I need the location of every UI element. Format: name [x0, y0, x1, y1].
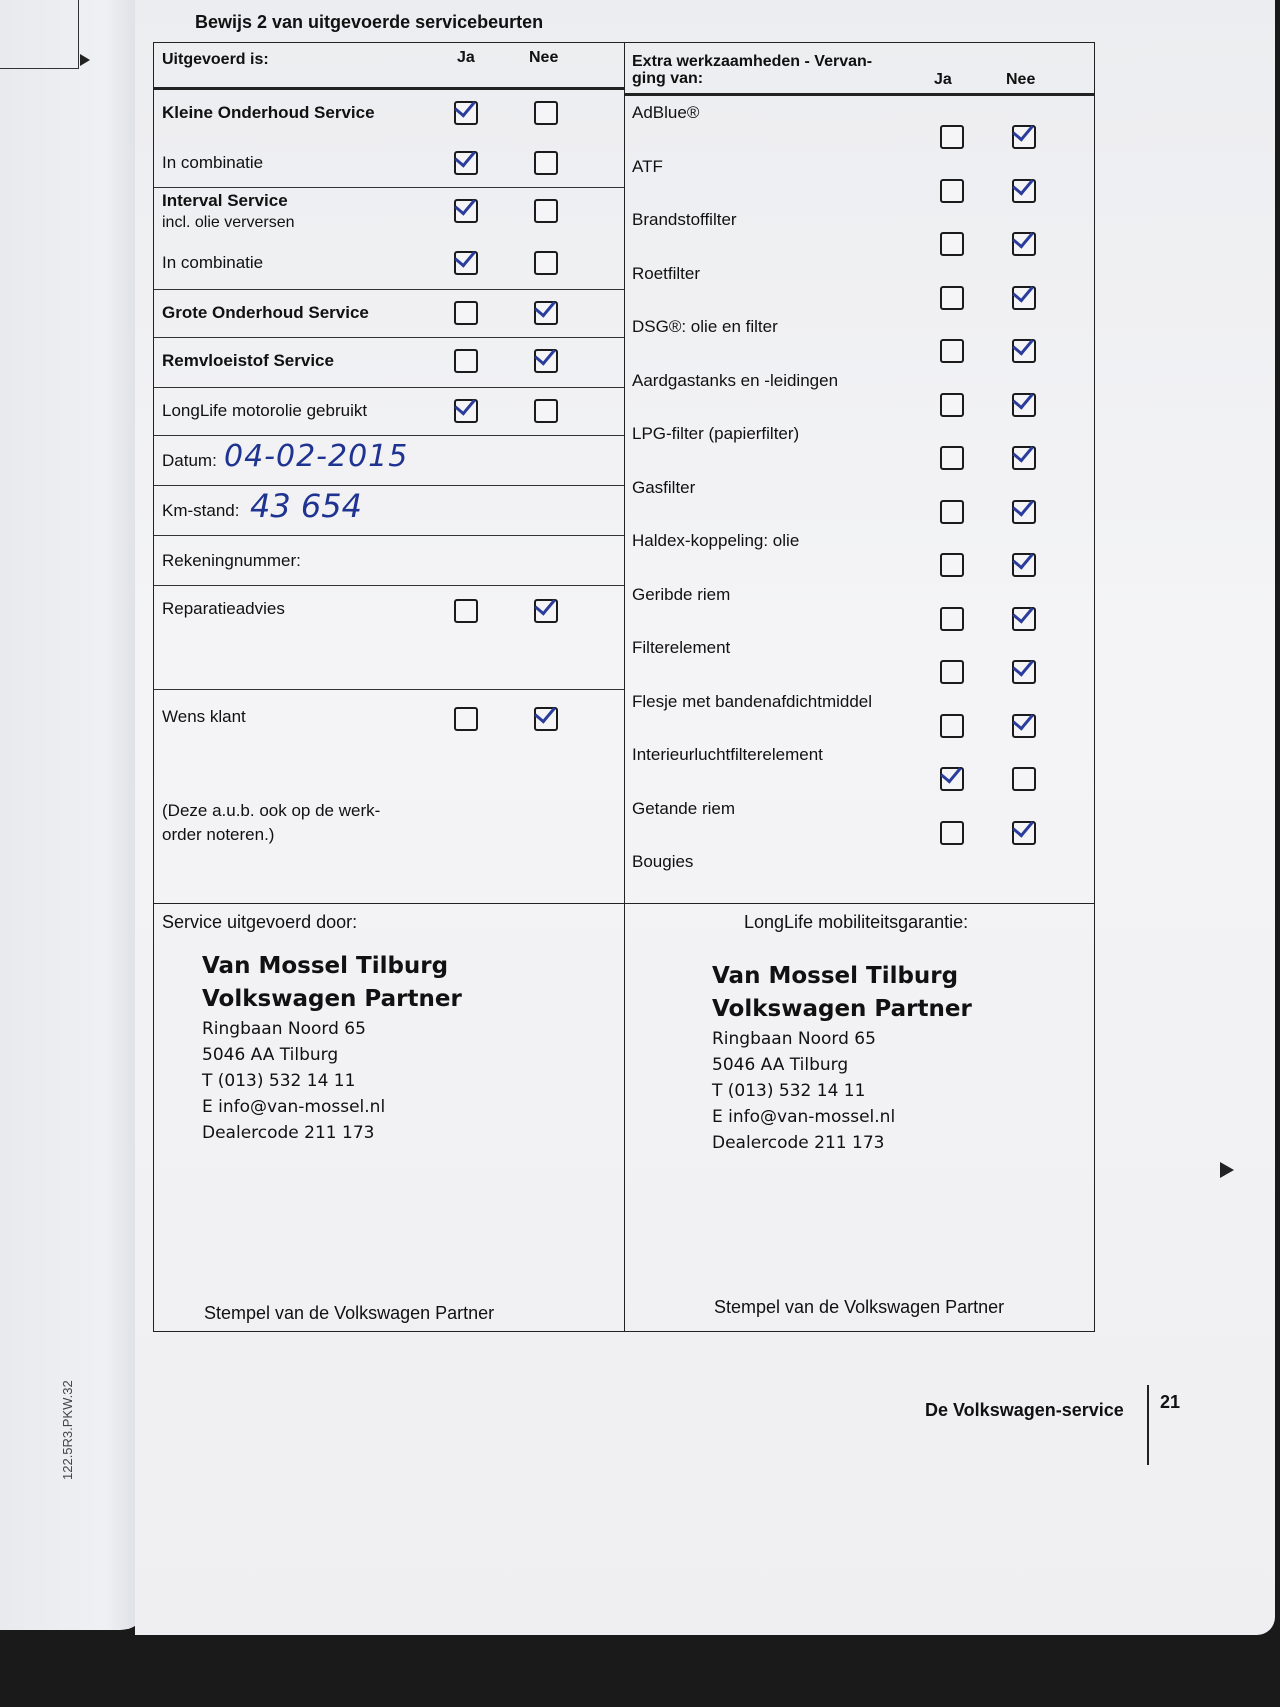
- extra-item-label: Roetfilter: [632, 263, 701, 283]
- extra-item-label: Bougies: [632, 852, 694, 871]
- left-row: [154, 89, 624, 139]
- left-row-label: LongLife motorolie gebruikt: [162, 401, 368, 420]
- right-header-line2: ging van:: [632, 70, 704, 87]
- extra-item-label: Aardgastanks en -leidingen: [632, 370, 839, 390]
- service-form: [153, 42, 1095, 1332]
- left-row-label: In combinatie: [162, 153, 264, 172]
- right-header-nee: Nee: [1006, 71, 1036, 88]
- left-row: [154, 289, 624, 338]
- reparatie-ja-checkbox[interactable]: [454, 599, 478, 623]
- extra-ja-checkbox[interactable]: [940, 553, 964, 577]
- km-label: Km-stand:: [162, 501, 240, 520]
- left-row: [154, 187, 624, 239]
- stamp-left-dealer: Dealercode 211 173: [202, 1123, 375, 1143]
- right-header-ja: Ja: [934, 71, 952, 88]
- extra-nee-checkbox[interactable]: [1012, 393, 1036, 417]
- extra-nee-checkbox[interactable]: [1012, 660, 1036, 684]
- page-divider: [1147, 1385, 1149, 1465]
- extra-item-label: Geribde riem: [632, 584, 731, 604]
- dealer-stamp-right: [712, 960, 972, 1156]
- nee-checkbox[interactable]: [534, 251, 558, 275]
- extra-item-label: Gasfilter: [632, 477, 696, 497]
- stamp-left-address1: Ringbaan Noord 65: [202, 1019, 366, 1039]
- section-footer: De Volkswagen-service: [925, 1400, 1124, 1420]
- nee-checkbox[interactable]: [534, 399, 558, 423]
- km-row: [154, 485, 624, 536]
- extra-nee-checkbox[interactable]: [1012, 767, 1036, 791]
- extra-ja-checkbox[interactable]: [940, 821, 964, 845]
- extra-item-label: Filterelement: [632, 638, 731, 657]
- footer-left: [154, 904, 625, 1332]
- stamp-left-phone: T (013) 532 14 11: [202, 1071, 356, 1091]
- stamp-right-partner: Volkswagen Partner: [712, 996, 972, 1022]
- werkorder-note-line1: (Deze a.u.b. ook op de werk-: [162, 801, 381, 820]
- left-row: [154, 239, 624, 290]
- left-page-arrow-icon: [80, 54, 90, 66]
- left-header-ja: Ja: [457, 49, 475, 66]
- left-row: [154, 139, 624, 188]
- nee-checkbox[interactable]: [534, 151, 558, 175]
- right-column: [624, 43, 1094, 903]
- right-header: [624, 43, 1094, 96]
- left-row-sublabel: incl. olie verversen: [162, 214, 295, 231]
- extra-item-label: Flesje met bandenafdichtmiddel: [632, 691, 873, 711]
- ja-checkbox[interactable]: [454, 151, 478, 175]
- ja-checkbox[interactable]: [454, 199, 478, 223]
- km-value: 43 654: [250, 487, 362, 525]
- extra-ja-checkbox[interactable]: [940, 446, 964, 470]
- extra-item-label: DSG®: olie en filter: [632, 317, 778, 336]
- rekening-label: Rekeningnummer:: [162, 551, 301, 570]
- extra-ja-checkbox[interactable]: [940, 767, 964, 791]
- stamp-left-caption: Stempel van de Volkswagen Partner: [204, 1303, 495, 1323]
- extra-ja-checkbox[interactable]: [940, 607, 964, 631]
- nee-checkbox[interactable]: [534, 349, 558, 373]
- longlife-heading: LongLife mobiliteitsgarantie:: [744, 912, 969, 932]
- stamp-right-name: Van Mossel Tilburg: [712, 963, 959, 989]
- left-page: [0, 0, 150, 1630]
- dealer-stamp-left: [202, 950, 462, 1146]
- stamp-right-address1: Ringbaan Noord 65: [712, 1029, 876, 1049]
- extra-ja-checkbox[interactable]: [940, 714, 964, 738]
- extra-nee-checkbox[interactable]: [1012, 179, 1036, 203]
- footer-right: [624, 904, 1094, 1332]
- reparatie-row: [154, 585, 624, 690]
- extra-nee-checkbox[interactable]: [1012, 607, 1036, 631]
- left-page-box-fragment: [0, 0, 79, 69]
- stamp-right-phone: T (013) 532 14 11: [712, 1081, 866, 1101]
- left-row-label: Interval Service: [162, 191, 288, 210]
- stamp-right-address2: 5046 AA Tilburg: [712, 1055, 849, 1075]
- werkorder-note-line2: order noteren.): [162, 825, 275, 844]
- service-footer: [154, 903, 1094, 1332]
- booklet-page: [135, 0, 1275, 1635]
- right-header-label: [632, 53, 872, 87]
- extra-ja-checkbox[interactable]: [940, 125, 964, 149]
- extra-ja-checkbox[interactable]: [940, 232, 964, 256]
- datum-value: 04-02-2015: [224, 439, 409, 474]
- left-row: [154, 337, 624, 388]
- extra-item-label: Brandstoffilter: [632, 210, 737, 229]
- extra-ja-checkbox[interactable]: [940, 179, 964, 203]
- extra-item-label: Interieurluchtfilterelement: [632, 745, 823, 764]
- left-row-label: In combinatie: [162, 253, 264, 272]
- extra-ja-checkbox[interactable]: [940, 286, 964, 310]
- extra-ja-checkbox[interactable]: [940, 393, 964, 417]
- form-title: Bewijs 2 van uitgevoerde servicebeurten: [195, 12, 544, 32]
- nee-checkbox[interactable]: [534, 301, 558, 325]
- page-number: 21: [1160, 1392, 1181, 1412]
- ja-checkbox[interactable]: [454, 101, 478, 125]
- service-by-heading: Service uitgevoerd door:: [162, 912, 358, 932]
- extra-ja-checkbox[interactable]: [940, 500, 964, 524]
- nee-checkbox[interactable]: [534, 101, 558, 125]
- extra-item-label: ATF: [632, 156, 663, 176]
- left-row: [154, 387, 624, 436]
- ja-checkbox[interactable]: [454, 399, 478, 423]
- left-row-label: Grote Onderhoud Service: [162, 303, 369, 322]
- nee-checkbox[interactable]: [534, 199, 558, 223]
- wens-ja-checkbox[interactable]: [454, 707, 478, 731]
- ja-checkbox[interactable]: [454, 251, 478, 275]
- left-header-label: Uitgevoerd is:: [162, 51, 269, 68]
- extra-nee-checkbox[interactable]: [1012, 500, 1036, 524]
- extra-nee-checkbox[interactable]: [1012, 125, 1036, 149]
- reparatie-nee-checkbox[interactable]: [534, 599, 558, 623]
- service-form-document: [145, 0, 1085, 1330]
- left-row-label: Kleine Onderhoud Service: [162, 103, 375, 122]
- extra-nee-checkbox[interactable]: [1012, 232, 1036, 256]
- datum-row: [154, 435, 624, 486]
- rekening-row: [154, 535, 624, 586]
- extra-nee-checkbox[interactable]: [1012, 821, 1036, 845]
- wens-label: Wens klant: [162, 707, 246, 726]
- extra-nee-checkbox[interactable]: [1012, 286, 1036, 310]
- left-header-nee: Nee: [529, 49, 559, 66]
- stamp-left-email: E info@van-mossel.nl: [202, 1097, 386, 1117]
- margin-code: 122.5R3.PKW.32: [60, 1380, 75, 1480]
- extra-nee-checkbox[interactable]: [1012, 339, 1036, 363]
- stamp-left-name: Van Mossel Tilburg: [202, 953, 449, 979]
- ja-checkbox[interactable]: [454, 349, 478, 373]
- stamp-right-dealer: Dealercode 211 173: [712, 1133, 885, 1153]
- extra-item-label: Haldex-koppeling: olie: [632, 531, 800, 550]
- stamp-right-email: E info@van-mossel.nl: [712, 1107, 896, 1127]
- wens-nee-checkbox[interactable]: [534, 707, 558, 731]
- stamp-left-partner: Volkswagen Partner: [202, 986, 462, 1012]
- extra-nee-checkbox[interactable]: [1012, 714, 1036, 738]
- stamp-right-caption: Stempel van de Volkswagen Partner: [714, 1297, 1005, 1317]
- extra-item-label: LPG-filter (papierfilter): [632, 424, 800, 443]
- ja-checkbox[interactable]: [454, 301, 478, 325]
- extra-ja-checkbox[interactable]: [940, 339, 964, 363]
- right-header-line1: Extra werkzaamheden - Vervan-: [632, 53, 873, 70]
- datum-label: Datum:: [162, 451, 217, 470]
- extra-ja-checkbox[interactable]: [940, 660, 964, 684]
- wens-row: [154, 689, 624, 903]
- extra-item-label: Getande riem: [632, 798, 735, 818]
- extra-item-label: AdBlue®: [632, 103, 700, 122]
- left-row-label: Remvloeistof Service: [162, 351, 334, 370]
- next-page-arrow-icon: [1220, 1162, 1234, 1178]
- stamp-left-address2: 5046 AA Tilburg: [202, 1045, 339, 1065]
- reparatie-label: Reparatieadvies: [162, 599, 285, 618]
- extra-nee-checkbox[interactable]: [1012, 553, 1036, 577]
- left-header: [154, 43, 624, 90]
- left-column: [154, 43, 625, 903]
- extra-nee-checkbox[interactable]: [1012, 446, 1036, 470]
